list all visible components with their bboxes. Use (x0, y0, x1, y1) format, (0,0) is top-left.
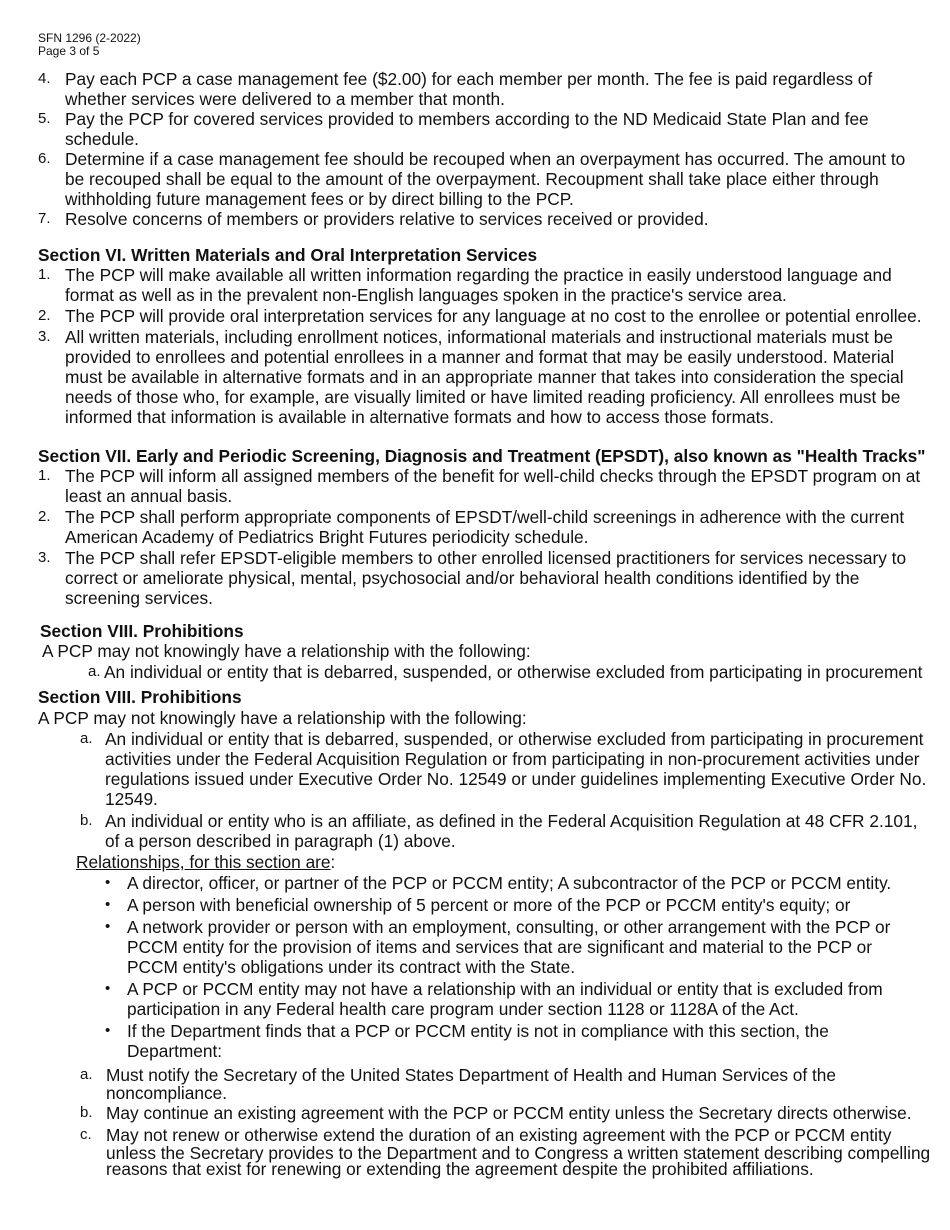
relationships-label-text: Relationships, for this section are (76, 852, 331, 872)
bullet-item (0, 895, 950, 915)
list-item (0, 109, 950, 149)
list-item-marker: 4. (38, 70, 51, 87)
section-8-intro-repeat: A PCP may not knowingly have a relationship with the following: (38, 708, 527, 728)
bullet-item (0, 1021, 950, 1061)
form-id: SFN 1296 (2-2022) (38, 31, 141, 45)
list-item-line: An individual or entity that is debarred, suspended, or otherwise excluded from participating in procurement (105, 729, 924, 749)
agency-duties-list (0, 69, 950, 229)
bullet-item-line: A person with beneficial ownership of 5 percent or more of the PCP or PCCM entity's equity; or (127, 895, 851, 915)
section-7-list (0, 466, 950, 608)
bullet-item (0, 917, 950, 977)
list-item (0, 1065, 950, 1101)
list-item-line: screening services. (65, 588, 213, 608)
list-item-line: unless the Secretary provides to the Department and to Congress a written statement describing compelling (106, 1143, 931, 1163)
list-item-line: be recouped shall be equal to the amount of the overpayment. Recoupment shall take place either through (65, 169, 879, 189)
list-item-marker: b. (80, 1104, 93, 1121)
list-item (0, 1103, 950, 1123)
list-item-line: informed that information is available in alternative formats and how to access those formats. (65, 407, 774, 427)
list-item-line: The PCP will inform all assigned members of the benefit for well-child checks through the EPSDT program on at (65, 466, 921, 486)
list-item-marker: 1. (38, 266, 51, 283)
list-item (0, 662, 950, 682)
bullet-item-marker: • (105, 918, 111, 935)
bullet-item (0, 979, 950, 1019)
list-item (0, 69, 950, 109)
bullet-item-marker: • (105, 1022, 111, 1039)
list-item-line: May continue an existing agreement with the PCP or PCCM entity unless the Secretary directs otherwise. (106, 1103, 912, 1123)
list-item-line: Pay the PCP for covered services provided to members according to the ND Medicaid State Plan and fee (65, 109, 869, 129)
bullet-item-line: PCCM entity for the provision of items and services that are significant and material to the PCP or (127, 937, 873, 957)
list-item-line: An individual or entity that is debarred, suspended, or otherwise excluded from participating in procurement (104, 662, 923, 682)
list-item (0, 1125, 950, 1177)
list-item-line: whether services were delivered to a member that month. (65, 89, 505, 109)
list-item-line: All written materials, including enrollment notices, informational materials and instructional materials must be (65, 327, 893, 347)
list-item (0, 507, 950, 547)
list-item (0, 327, 950, 427)
section-8-intro: A PCP may not knowingly have a relationship with the following: (42, 641, 531, 661)
list-item-marker: 3. (38, 328, 51, 345)
section-8-heading-repeat: Section VIII. Prohibitions (38, 687, 242, 707)
section-7-heading: Section VII. Early and Periodic Screening, Diagnosis and Treatment (EPSDT), also known as "Health Tracks" (38, 446, 926, 466)
list-item-marker: a. (88, 663, 101, 680)
list-item (0, 306, 950, 326)
list-item-line: must be available in alternative formats and in an appropriate manner that takes into consideration the special (65, 367, 904, 387)
list-item (0, 548, 950, 608)
list-item-line: Resolve concerns of members or providers relative to services received or provided. (65, 209, 709, 229)
page-number: Page 3 of 5 (38, 44, 100, 58)
list-item-line: regulations issued under Executive Order No. 12549 or under guidelines implementing Executive Order No. (105, 769, 927, 789)
list-item-line: correct or ameliorate physical, mental, psychosocial and/or behavioral health conditions identified by the (65, 568, 860, 588)
list-item-line: reasons that exist for renewing or extending the agreement despite the prohibited affiliations. (106, 1159, 814, 1179)
list-item-marker: a. (80, 1066, 93, 1083)
list-item-line: least an annual basis. (65, 486, 233, 506)
list-item (0, 466, 950, 506)
list-item-line: American Academy of Pediatrics Bright Futures periodicity schedule. (65, 527, 589, 547)
list-item-line: The PCP will provide oral interpretation services for any language at no cost to the enrollee or potential enrollee. (65, 306, 922, 326)
page-header (38, 32, 141, 58)
bullet-item (0, 873, 950, 893)
list-item-marker: b. (80, 812, 93, 829)
list-item-line: format as well as in the prevalent non-English languages spoken in the practice's service area. (65, 285, 787, 305)
bullet-item-line: If the Department finds that a PCP or PCCM entity is not in compliance with this section, the (127, 1021, 829, 1041)
list-item-line: of a person described in paragraph (1) above. (105, 831, 456, 851)
bullet-item-marker: • (105, 874, 111, 891)
list-item-marker: a. (80, 730, 93, 747)
list-item-marker: 3. (38, 549, 51, 566)
list-item-line: May not renew or otherwise extend the duration of an existing agreement with the PCP or PCCM entity (106, 1125, 892, 1145)
bullet-item-marker: • (105, 896, 111, 913)
list-item-line: 12549. (105, 789, 158, 809)
list-item-line: provided to enrollees and potential enrollees in a manner and format that may be easily understood. Material (65, 347, 895, 367)
list-item-marker: 5. (38, 110, 51, 127)
list-item-marker: 6. (38, 150, 51, 167)
relationships-label (76, 852, 950, 872)
list-item (0, 265, 950, 305)
bullet-item-line: A network provider or person with an employment, consulting, or other arrangement with the PCP or (127, 917, 891, 937)
list-item-line: needs of those who, for example, are visually limited or have limited reading proficiency. All enrollees must be (65, 387, 901, 407)
section-8-list-repeat (0, 729, 950, 851)
list-item-line: Pay each PCP a case management fee ($2.00) for each member per month. The fee is paid regardless of (65, 69, 873, 89)
document-body (0, 69, 950, 1177)
list-item-line: The PCP will make available all written information regarding the practice in easily understood language and (65, 265, 892, 285)
list-item-line: An individual or entity who is an affiliate, as defined in the Federal Acquisition Regulation at 48 CFR 2.101, (105, 811, 918, 831)
list-item-line: withholding future management fees or by direct billing to the PCP. (65, 189, 574, 209)
list-item-line: schedule. (65, 129, 139, 149)
list-item-marker: 1. (38, 467, 51, 484)
list-item-line: Determine if a case management fee should be recouped when an overpayment has occurred. The amount to (65, 149, 906, 169)
list-item (0, 811, 950, 851)
section-6-list (0, 265, 950, 427)
list-item (0, 729, 950, 809)
bullet-item-line: participation in any Federal health care program under section 1128 or 1128A of the Act. (127, 999, 799, 1019)
bullet-item-line: Department: (127, 1041, 223, 1061)
list-item-line: activities under the Federal Acquisition Regulation or from participating in non-procurement activities under (105, 749, 920, 769)
list-item-marker: 2. (38, 307, 51, 324)
list-item-marker: 2. (38, 508, 51, 525)
list-item-line: noncompliance. (106, 1083, 228, 1103)
bullet-item-marker: • (105, 980, 111, 997)
relationships-colon: : (330, 852, 336, 872)
list-item-line: The PCP shall refer EPSDT-eligible members to other enrolled licensed practitioners for services necessary to (65, 548, 907, 568)
list-item-line: Must notify the Secretary of the United States Department of Health and Human Services of the (106, 1065, 837, 1085)
bullet-item-line: A director, officer, or partner of the PCP or PCCM entity; A subcontractor of the PCP or PCCM entity. (127, 873, 892, 893)
section-6-heading: Section VI. Written Materials and Oral Interpretation Services (38, 245, 538, 265)
section-8-list (0, 662, 950, 682)
bullet-item-line: PCCM entity's obligations under its contract with the State. (127, 957, 576, 977)
list-item (0, 149, 950, 209)
section-8-heading: Section VIII. Prohibitions (40, 621, 244, 641)
department-actions-list (0, 1065, 950, 1177)
relationships-bullets (0, 873, 950, 1061)
list-item-line: The PCP shall perform appropriate components of EPSDT/well-child screenings in adherence with the current (65, 507, 905, 527)
bullet-item-line: A PCP or PCCM entity may not have a relationship with an individual or entity that is excluded from (127, 979, 883, 999)
list-item-marker: c. (80, 1126, 92, 1143)
list-item (0, 209, 950, 229)
list-item-marker: 7. (38, 210, 51, 227)
